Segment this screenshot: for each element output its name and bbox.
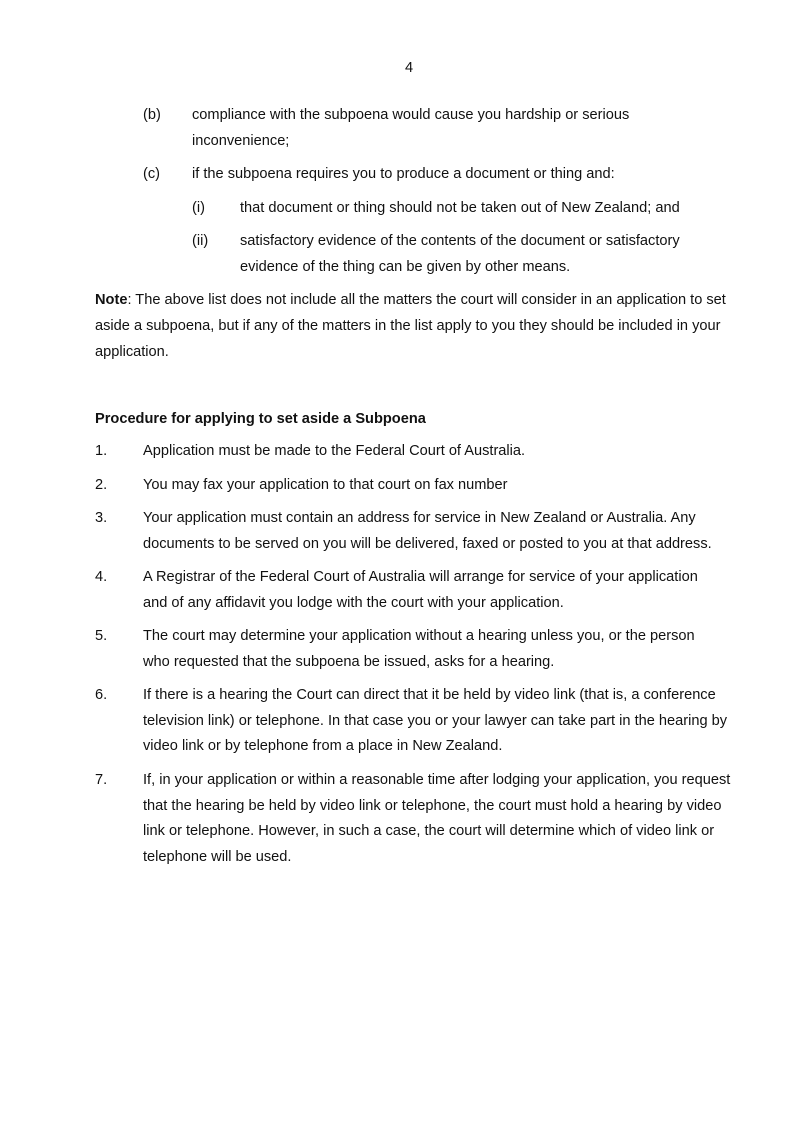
sub-criterion-label: (ii) — [192, 233, 209, 249]
step-text: If there is a hearing the Court can direct that it be held by video link (that is, a conference television link) or telephone. In that case you or your lawyer can take part in the hearing by video link or by telephone from a place in New Zealand. — [143, 687, 728, 754]
criterion-text: compliance with the subpoena would cause you hardship or serious inconvenience; — [192, 107, 630, 149]
step-text: Your application must contain an address for service in New Zealand or Australia. Any documents to be served on you will be delivered, faxed or posted to you at that address. — [143, 510, 712, 552]
step-number: 2. — [95, 477, 108, 493]
step-number: 4. — [95, 569, 108, 585]
step-number: 3. — [95, 510, 108, 526]
procedure-heading: Procedure for applying to set aside a Subpoena — [95, 411, 426, 427]
sub-criterion-text: that document or thing should not be taken out of New Zealand; and — [240, 200, 680, 216]
page-number: 4 — [404, 60, 414, 76]
criterion-label: (b) — [143, 107, 161, 123]
step-text: Application must be made to the Federal Court of Australia. — [143, 443, 526, 459]
step-text: A Registrar of the Federal Court of Australia will arrange for service of your application and of any affidavit you lodge with the court with your application. — [143, 569, 698, 611]
note-paragraph — [95, 287, 735, 365]
sub-criterion-label: (i) — [192, 200, 205, 216]
note-label: Note — [95, 292, 128, 308]
criterion-text: if the subpoena requires you to produce a document or thing and: — [192, 166, 615, 182]
step-text: The court may determine your application without a hearing unless you, or the person who requested that the subpoena be issued, asks for a hearing. — [143, 628, 695, 670]
step-text: If, in your application or within a reasonable time after lodging your application, you request that the hearing be held by video link or telephone, the court must hold a hearing by video link or telephone. However, in such a case, the court will determine which of video link or telephone will be used. — [143, 772, 731, 865]
step-number: 5. — [95, 628, 108, 644]
step-number: 1. — [95, 443, 108, 459]
step-number: 7. — [95, 772, 108, 788]
criterion-label: (c) — [143, 166, 161, 182]
step-text: You may fax your application to that court on fax number — [143, 477, 508, 493]
step-number: 6. — [95, 687, 108, 703]
sub-criterion-text: satisfactory evidence of the contents of the document or satisfactory evidence of the thing can be given by other means. — [240, 233, 680, 275]
note-text: : The above list does not include all the matters the court will consider in an application to set aside a subpoena, but if any of the matters in the list apply to you they should be included in your application. — [95, 292, 726, 360]
